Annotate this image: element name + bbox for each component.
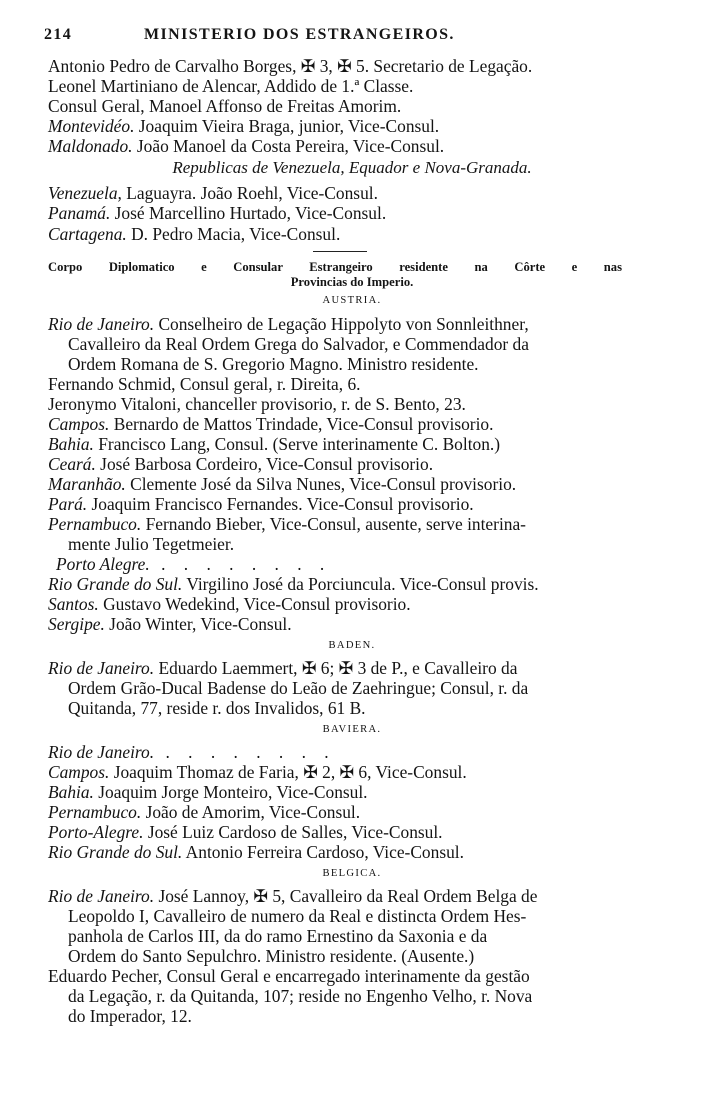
- text-line: Venezuela, Laguayra. João Roehl, Vice-Consul.: [48, 183, 378, 203]
- republics-heading: Republicas de Venezuela, Equador e Nova-Granada.: [172, 158, 532, 177]
- text-line: Rio de Janeiro. Conselheiro de Legação Hippolyto von Sonnleithner,: [48, 314, 529, 334]
- section-divider: [313, 251, 367, 252]
- text-line: Sergipe. João Winter, Vice-Consul.: [48, 614, 292, 634]
- country-heading-belgica: BELGICA.: [322, 868, 382, 879]
- corpo-heading-line2: Provincias do Imperio.: [290, 275, 414, 289]
- text-line: do Imperador, 12.: [68, 1006, 192, 1026]
- text-line: Panamá. José Marcellino Hurtado, Vice-Consul.: [48, 203, 387, 223]
- text-line: Ceará. José Barbosa Cordeiro, Vice-Consul provisorio.: [48, 454, 434, 474]
- text-line: Campos. Joaquim Thomaz de Faria, ✠ 2, ✠ 6, Vice-Consul.: [48, 762, 467, 782]
- text-line: da Legação, r. da Quitanda, 107; reside no Engenho Velho, r. Nova: [68, 986, 533, 1006]
- text-line: Cartagena. D. Pedro Macia, Vice-Consul.: [48, 224, 341, 244]
- text-line: Cavalleiro da Real Ordem Grega do Salvador, e Commendador da: [68, 334, 529, 354]
- text-line: Ordem do Santo Sepulchro. Ministro residente. (Ausente.): [68, 946, 475, 966]
- text-line: Porto-Alegre. José Luiz Cardoso de Salles, Vice-Consul.: [48, 822, 443, 842]
- page-title: MINISTERIO DOS ESTRANGEIROS.: [144, 26, 455, 43]
- text-line: Bahia. Francisco Lang, Consul. (Serve interinamente C. Bolton.): [48, 434, 501, 454]
- text-line: Consul Geral, Manoel Affonso de Freitas Amorim.: [48, 96, 402, 116]
- text-line: Campos. Bernardo de Mattos Trindade, Vice-Consul provisorio.: [48, 414, 494, 434]
- text-line: Jeronymo Vitaloni, chanceller provisorio, r. de S. Bento, 23.: [48, 394, 466, 414]
- corpo-heading: Corpo Diplomatico e Consular Estrangeiro residente na Côrte e nas: [48, 260, 622, 274]
- text-line: Maldonado. João Manoel da Costa Pereira, Vice-Consul.: [48, 136, 445, 156]
- text-line: Fernando Schmid, Consul geral, r. Direita, 6.: [48, 374, 361, 394]
- text-line: Leopoldo I, Cavalleiro de numero da Real e distincta Ordem Hes-: [68, 906, 527, 926]
- text-line: Pará. Joaquim Francisco Fernandes. Vice-Consul provisorio.: [48, 494, 474, 514]
- country-heading-austria: AUSTRIA.: [322, 295, 382, 306]
- running-head: [44, 26, 624, 50]
- text-line: panhola de Carlos III, da do ramo Ernestino da Saxonia e da: [68, 926, 488, 946]
- text-line: Pernambuco. João de Amorim, Vice-Consul.: [48, 802, 361, 822]
- text-line: Leonel Martiniano de Alencar, Addido de 1.ª Classe.: [48, 76, 414, 96]
- text-line: Maranhão. Clemente José da Silva Nunes, Vice-Consul provisorio.: [48, 474, 517, 494]
- text-line: Rio de Janeiro. José Lannoy, ✠ 5, Cavalleiro da Real Ordem Belga de: [48, 886, 538, 906]
- text-line: Pernambuco. Fernando Bieber, Vice-Consul, ausente, serve interina-: [48, 514, 526, 534]
- text-line: Ordem Grão-Ducal Badense do Leão de Zaehringue; Consul, r. da: [68, 678, 529, 698]
- text-line: Rio de Janeiro. Eduardo Laemmert, ✠ 6; ✠ 3 de P., e Cavalleiro da: [48, 658, 518, 678]
- text-line: Rio de Janeiro. . . . . . . . .: [48, 742, 336, 762]
- text-line: Rio Grande do Sul. Virgilino José da Porciuncula. Vice-Consul provis.: [48, 574, 539, 594]
- text-line: Eduardo Pecher, Consul Geral e encarregado interinamente da gestão: [48, 966, 530, 986]
- text-line: Montevidéo. Joaquim Vieira Braga, junior, Vice-Consul.: [48, 116, 440, 136]
- text-line: mente Julio Tegetmeier.: [68, 534, 235, 554]
- page-number: 214: [44, 26, 73, 43]
- text-line: Quitanda, 77, reside r. dos Invalidos, 61 B.: [68, 698, 366, 718]
- text-line: Antonio Pedro de Carvalho Borges, ✠ 3, ✠ 5. Secretario de Legação.: [48, 56, 533, 76]
- text-line: Porto Alegre. . . . . . . . .: [56, 554, 332, 574]
- country-heading-baviera: BAVIERA.: [322, 724, 382, 735]
- text-line: Bahia. Joaquim Jorge Monteiro, Vice-Consul.: [48, 782, 368, 802]
- text-line: Santos. Gustavo Wedekind, Vice-Consul provisorio.: [48, 594, 411, 614]
- text-line: Rio Grande do Sul. Antonio Ferreira Cardoso, Vice-Consul.: [48, 842, 464, 862]
- country-heading-baden: BADEN.: [328, 640, 376, 651]
- text-line: Ordem Romana de S. Gregorio Magno. Ministro residente.: [68, 354, 479, 374]
